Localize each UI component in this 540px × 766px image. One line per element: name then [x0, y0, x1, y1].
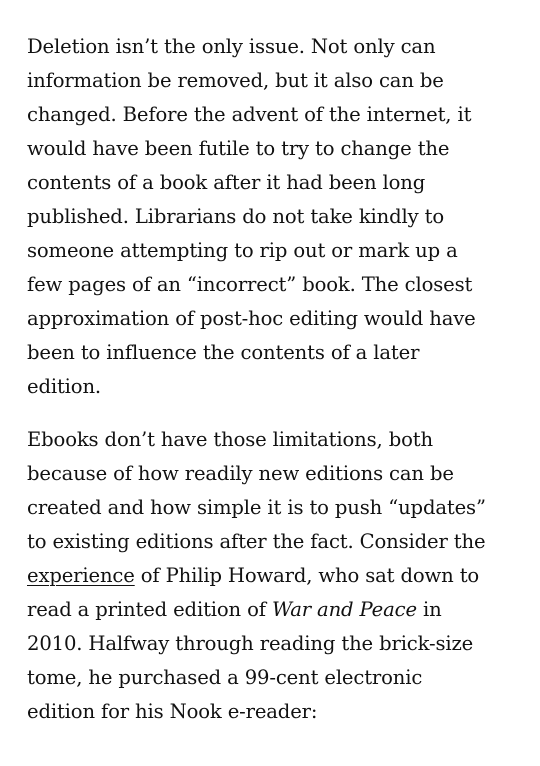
text-line: Deletion isn’t the only issue. Not only can [27, 35, 436, 58]
text-line: tome, he purchased a 99-cent electronic [27, 666, 423, 689]
text-line: would have been futile to try to change the [27, 137, 450, 160]
text-line: 2010. Halfway through reading the brick-size [27, 632, 474, 655]
text-line-with-link [27, 559, 527, 593]
text-line: someone attempting to rip out or mark up a [27, 239, 458, 262]
article-body [27, 30, 527, 729]
text-line: published. Librarians do not take kindly to [27, 205, 445, 228]
text-line-with-title [27, 593, 527, 627]
experience-link[interactable]: experience [27, 564, 135, 587]
text-line: been to influence the contents of a later [27, 341, 420, 364]
text-line: because of how readily new editions can be [27, 462, 454, 485]
text-line: approximation of post-hoc editing would have [27, 307, 476, 330]
text-line: to existing editions after the fact. Consider the [27, 530, 486, 553]
text-fragment: in [416, 598, 442, 621]
text-line: information be removed, but it also can be [27, 69, 444, 92]
text-line: created and how simple it is to push “updates” [27, 496, 486, 519]
text-line: edition for his Nook e-reader: [27, 700, 318, 723]
paragraph-ebooks [27, 423, 527, 729]
text-fragment: read a printed edition of [27, 598, 272, 621]
text-line: changed. Before the advent of the internet, it [27, 103, 472, 126]
paragraph-deletion [27, 30, 527, 404]
text-fragment: of Philip Howard, who sat down to [134, 564, 480, 587]
text-line: few pages of an “incorrect” book. The closest [27, 273, 473, 296]
book-title-war-and-peace: War and Peace [271, 598, 417, 621]
text-line: Ebooks don’t have those limitations, both [27, 428, 433, 451]
text-line: contents of a book after it had been long [27, 171, 426, 194]
text-line: edition. [27, 375, 101, 398]
